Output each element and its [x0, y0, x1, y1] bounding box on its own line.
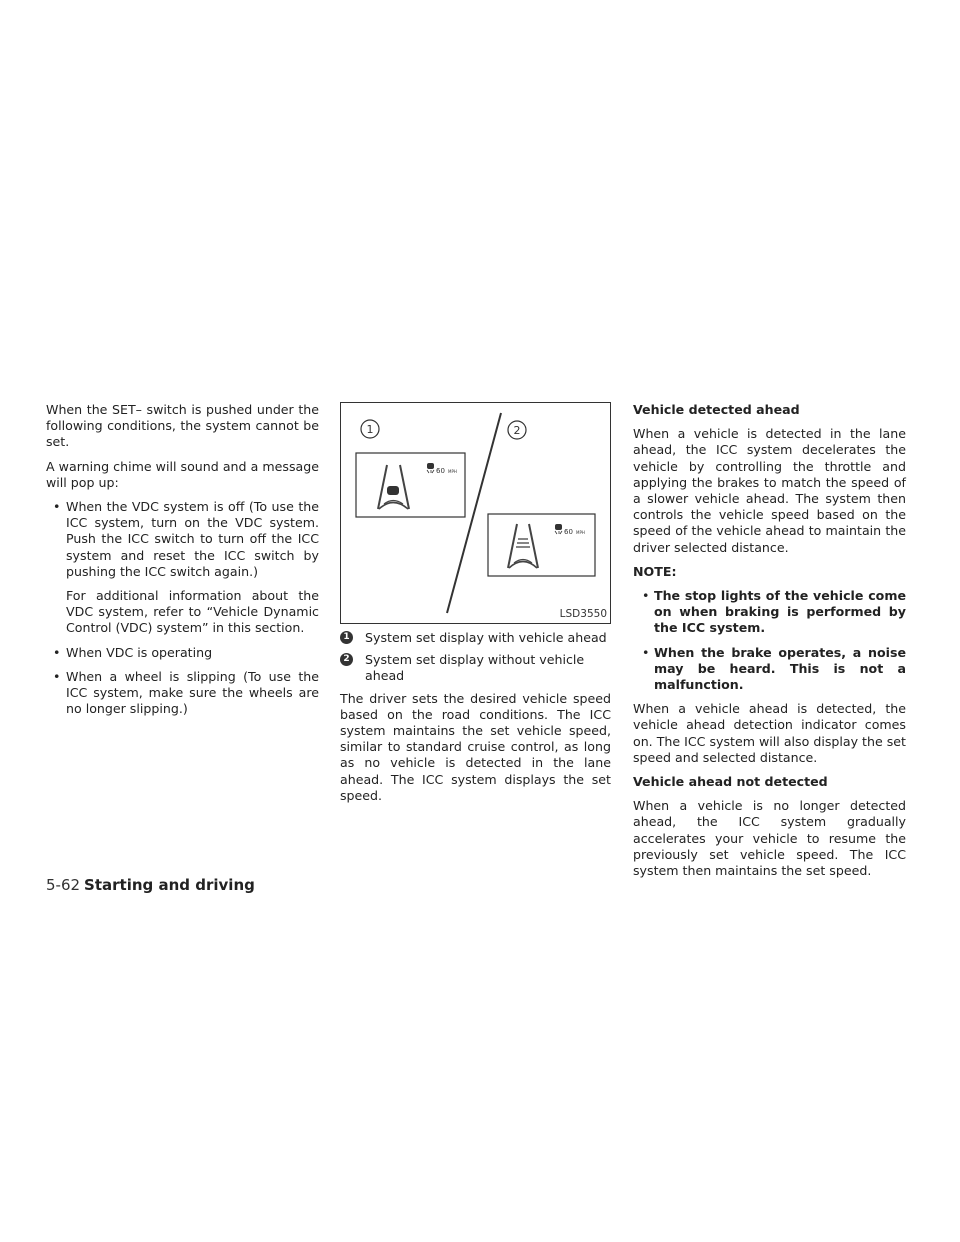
- note-item-text: The stop lights of the vehicle come on when braking is performed by the ICC system.: [654, 588, 906, 636]
- display-with-vehicle: [356, 453, 465, 517]
- not-detected-paragraph: When a vehicle is no longer detected ahead, the ICC system gradually accelerates your vehicle to resume the previously set vehicle speed. The ICC system then maintains the set speed.: [633, 798, 906, 879]
- note-item: [633, 645, 906, 694]
- caption-number-icon: 2: [340, 653, 353, 666]
- page-number: 5-62: [46, 876, 81, 894]
- list-item-text: When VDC is operating: [66, 644, 213, 660]
- list-item: [46, 499, 319, 580]
- icc-display-figure: [340, 402, 611, 624]
- figure-caption: [340, 652, 611, 684]
- caption-text: System set display with vehicle ahead: [365, 630, 607, 645]
- bullet-icon: •: [53, 644, 61, 660]
- list-item: [46, 669, 319, 718]
- figure-caption: [340, 630, 611, 646]
- vehicle-ahead-icon: [387, 486, 399, 495]
- bullet-icon: •: [53, 499, 61, 515]
- section-heading: Vehicle detected ahead: [633, 402, 800, 417]
- indicator-paragraph: When a vehicle ahead is detected, the vehicle ahead detection indicator comes on. The ICC system will also display the set speed and selected distance.: [633, 701, 906, 765]
- note-item: [633, 588, 906, 637]
- detected-paragraph: When a vehicle is detected in the lane ahead, the ICC system decelerates the vehicle by controlling the throttle and applying the brakes to match the speed of a slower vehicle ahead. The system then controls the vehicle speed based on the speed of the vehicle ahead to maintain the driver selected distance.: [633, 426, 906, 555]
- chapter-title: Starting and driving: [84, 876, 255, 894]
- warning-paragraph: A warning chime will sound and a message will pop up:: [46, 458, 319, 490]
- list-item-note: For additional information about the VDC system, refer to “Vehicle Dynamic Control (VDC) system” in this section.: [66, 588, 319, 636]
- caption-text: System set display without vehicle ahead: [365, 652, 585, 684]
- set-speed-unit: MPH: [576, 530, 585, 535]
- bullet-icon: •: [642, 588, 650, 604]
- driver-sets-paragraph: The driver sets the desired vehicle speed based on the road conditions. The ICC system maintains the set vehicle speed, similar to standard cruise control, as long as no vehicle is detected in the lane ahead. The ICC system displays the set speed.: [340, 690, 611, 803]
- note-item-text: When the brake operates, a noise may be heard. This is not a malfunction.: [654, 644, 906, 693]
- note-label: NOTE:: [633, 563, 677, 579]
- column-middle: [340, 402, 611, 812]
- caption-number-icon: 1: [340, 631, 353, 644]
- list-item-text: When the VDC system is off (To use the ICC system, turn on the VDC system. Push the ICC switch to turn off the ICC system and reset the ICC switch by pushing the ICC switch again.): [66, 499, 319, 579]
- set-speed-value: 60: [436, 467, 445, 475]
- label-1: 1: [366, 423, 374, 436]
- display-without-vehicle: [488, 514, 595, 576]
- icc-display-illustration: [341, 403, 612, 625]
- section-heading: Vehicle ahead not detected: [633, 774, 828, 790]
- bullet-icon: •: [642, 644, 650, 660]
- column-left: [46, 402, 319, 725]
- list-item: [46, 645, 319, 661]
- label-2: 2: [513, 424, 521, 437]
- set-speed-value: 60: [564, 528, 573, 536]
- column-right: [633, 402, 906, 887]
- list-item-text: When a wheel is slipping (To use the ICC system, make sure the wheels are no longer slipping.): [66, 668, 319, 717]
- set-speed-unit: MPH: [448, 469, 457, 474]
- bullet-icon: •: [53, 668, 61, 684]
- intro-paragraph: When the SET– switch is pushed under the following conditions, the system cannot be set.: [46, 402, 319, 450]
- page-footer: [46, 876, 255, 894]
- figure-code: LSD3550: [559, 607, 607, 620]
